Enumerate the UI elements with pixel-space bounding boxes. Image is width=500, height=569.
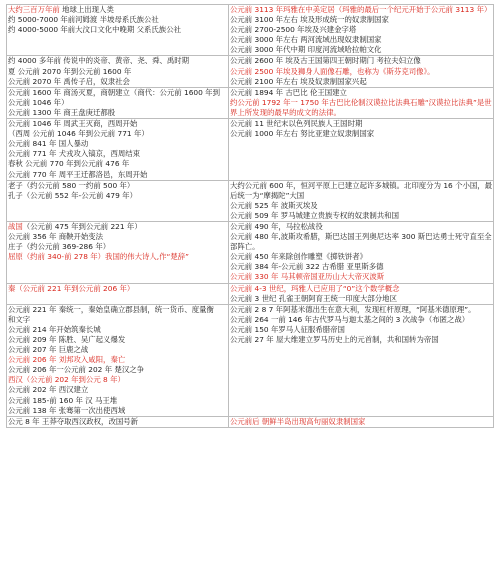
body-text: 公元前 2700-2500 年埃及兴建金字塔 [230,25,357,35]
body-text: 公元 8 年 王莽夺取西汉政权，改国号新 [8,416,139,426]
body-text: 约 4000-5000 年前大汶口文化中晚期 父系氏族公社 [8,25,181,35]
body-text: 公元前 1300 年 商王盘庚迁都殷 [8,107,116,117]
body-text: 公元前 480 年,波斯攻希腊，斯巴达国王列奥尼达率 300 斯巴达勇士死守直至全 [230,232,492,242]
text-line [229,262,493,272]
body-text: 公元前 207 年 巨鹿之战 [8,345,89,355]
body-text: 公元前 214 年开始筑秦长城 [8,324,101,334]
highlighted-text: 屈原（约前 340-前 278 年）我国的伟大诗人,作“楚辞” [8,252,189,262]
text-line [7,119,228,129]
world-history-cell [229,5,494,56]
body-text: 公元前 771 年 犬戎攻入镐京，西周结束 [8,149,141,159]
text-line [229,5,493,15]
text-line [7,129,228,139]
body-text: （公元前 475 年到公元前 221 年） [22,221,142,231]
body-text: 春秋 公元前 770 年到公元前 476 年 [8,159,130,169]
world-history-cell [229,119,494,181]
body-text: 公元前 209 年 陈胜、吴广起义爆发 [8,335,126,344]
highlighted-text: 公元前 3113 年玛雅在中美定居（玛雅的最后一个纪元开始于公元前 3113 年） [230,5,492,14]
chronology-table [6,4,494,428]
text-line [7,67,228,77]
text-line [7,242,228,252]
world-history-cell [229,283,494,304]
text-line [7,232,228,242]
table-row [7,87,494,118]
text-line [229,108,493,118]
highlighted-text: 界上所发现的最早的成文的法律。 [230,107,341,117]
body-text: 约 5000-7000 年前河姆渡 半坡母系氏族公社 [8,15,159,25]
highlighted-text: 公元前 330 年 马其顿帝国亚历山大大帝灭波斯 [230,272,385,282]
text-line [229,129,493,139]
body-text: 部阵亡。 [230,242,260,252]
body-text: 庄子（约公元前 369-286 年） [8,242,111,252]
text-line [7,375,228,385]
text-line [229,15,493,25]
body-text: 公元前 2070 年 禹传子启，奴隶社会 [8,76,130,86]
text-line [7,5,228,15]
body-text: 公元前 770 年 周平王迁都洛邑，东周开始 [8,169,148,179]
text-line [7,406,228,416]
body-text: 后统一为“摩揭陀”大国 [230,190,305,200]
table-row [7,221,494,283]
body-text: 公元前 1046 年） [8,97,69,107]
highlighted-text: 西汉（公元前 202 年到公元 8 年） [8,375,125,385]
text-line [7,417,228,427]
body-text: 地球上出现人类 [59,5,114,14]
body-text: 公元前 150 年罗马人征服希腊帝国 [230,324,345,334]
body-text: 公元前 3100 年左右 埃及形成统一的奴隶制国家 [230,15,389,25]
china-history-cell [7,416,229,427]
chronology-table-body [7,5,494,428]
highlighted-text: 公元前 4-3 世纪，玛雅人已应用了“0”这个数学概念 [230,283,400,293]
body-text: 公元前 185-前 160 年 汉 马王堆 [8,395,118,405]
world-history-cell [229,416,494,427]
china-history-cell [7,56,229,87]
text-line [229,294,493,304]
body-text: 公元前 264 一前 146 年古代罗马与迦太基之间的 3 次战争（布匿之战） [230,314,470,324]
china-history-cell [7,304,229,416]
china-history-cell [7,87,229,118]
body-text: 公元前 27 年 屋大维建立罗马历史上的元首制，共和国转为帝国 [230,335,439,344]
text-line [229,181,493,191]
table-row [7,304,494,416]
document-page [6,4,494,428]
text-line [7,181,228,191]
highlighted-text: 战国 [8,221,23,231]
body-text: 公元前 525 年 波斯灭埃及 [230,200,318,210]
body-text: 公元前 138 年 张骞第一次出使西域 [8,405,126,415]
highlighted-text: 约公元前 1792 年一 1750 年古巴比伦制汉谟拉比法典石雕“汉谟拉比法典”是世 [230,97,492,107]
text-line [7,284,228,294]
text-line [7,191,228,201]
body-text: 公元前 1600 年 商汤灭夏，商朝建立（商代：公元前 1600 年到 [8,87,220,97]
text-line [229,77,493,87]
china-history-cell [7,283,229,304]
text-line [7,149,228,159]
table-row [7,119,494,181]
body-text: 老子（约公元前 580 一约前 500 年） [8,180,135,190]
highlighted-text: 秦（公元前 221 年到公元前 206 年） [8,283,135,293]
text-line [7,139,228,149]
world-history-cell [229,56,494,87]
text-line [7,396,228,406]
text-line [7,222,228,232]
text-line [229,35,493,45]
text-line [229,119,493,129]
text-line [229,417,493,427]
text-line [7,385,228,395]
text-line [229,335,493,345]
text-line [7,335,228,345]
body-text: 公元前 841 年 国人暴动 [8,139,89,149]
china-history-cell [7,119,229,181]
text-line [7,325,228,335]
text-line [229,232,493,242]
text-line [7,108,228,118]
text-line [7,15,228,25]
text-line [7,365,228,375]
text-line [7,98,228,108]
text-line [229,252,493,262]
text-line [229,242,493,252]
highlighted-text: 公元前后 朝鲜半岛出现高句丽奴隶制国家 [230,416,366,426]
body-text: 公元前 206 年一公元前 202 年 楚汉之争 [8,365,145,375]
world-history-cell [229,304,494,416]
body-text: 公元前 3 世纪 孔雀王朝阿育王统一印度大部分地区 [230,293,397,303]
text-line [229,201,493,211]
body-text: 公元前 1894 年 古巴比 伦王国建立 [230,87,347,97]
body-text: 公元前 2100 年左右 埃及奴隶制国家兴起 [230,76,367,86]
text-line [7,170,228,180]
text-line [229,211,493,221]
text-line [229,325,493,335]
text-line [229,88,493,98]
text-line [229,272,493,282]
body-text: 公元前 356 年 商鞅开始变法 [8,232,104,242]
text-line [7,159,228,169]
table-row [7,5,494,56]
body-text: 约 4000 多年前 传说中的炎帝、黄帝、尧、舜、禹时期 [8,56,190,66]
text-line [7,315,228,325]
text-line [7,25,228,35]
body-text: 公元前 450 年来除创作雕塑《掷铁饼者》 [230,252,368,262]
text-line [7,56,228,66]
body-text: 公元前 221 年 秦统一，秦始皇确立郡县制，统一货币、度量衡 [8,304,214,314]
text-line [7,305,228,315]
text-line [229,222,493,232]
text-line [229,305,493,315]
text-line [229,315,493,325]
text-line [229,191,493,201]
text-line [7,252,228,262]
table-row [7,416,494,427]
text-line [7,345,228,355]
china-history-cell [7,5,229,56]
world-history-cell [229,87,494,118]
table-row [7,56,494,87]
body-text: 公元前 2600 年 埃及古王国第四王朝时期门 考拉夫妇立像 [230,56,421,66]
body-text: 公元前 202 年 西汉建立 [8,385,89,395]
body-text: 孔子（公元前 552 年-公元前 479 年） [8,190,137,200]
body-text: 公元前 2 8 7 年阿基米德出生在意大利，发现杠杆原理，“阿基米德原理”。 [230,304,476,314]
body-text: 和文字 [8,314,31,324]
body-text: 公元前 509 年 罗马城建立贵族专权的奴隶制共和国 [230,210,399,220]
table-row [7,283,494,304]
body-text: 公元前 1000 年左右 努比亚建立奴隶制国家 [230,129,375,139]
table-row [7,180,494,221]
text-line [229,284,493,294]
text-line [7,355,228,365]
body-text: （西周 公元前 1046 年到公元前 771 年） [8,129,149,139]
text-line [229,56,493,66]
text-line [229,98,493,108]
highlighted-text: 公元前 2500 年埃及狮身人面像石雕，也称为《斯芬克司像》。 [230,66,435,76]
text-line [7,88,228,98]
highlighted-text: 大约三百万年前 [8,5,60,14]
body-text: 公元前 1046 年 周武王灭商，西周开始 [8,119,138,129]
body-text: 公元前 11 世纪末以色列民族人王国时期 [230,119,363,129]
body-text: 公元前 3000 年左右 两河流域出现奴隶制国家 [230,35,382,45]
text-line [229,67,493,77]
text-line [229,45,493,55]
china-history-cell [7,180,229,221]
body-text: 公元前 490 年，马拉松战役 [230,221,323,231]
body-text: 夏 公元前 2070 年到公元前 1600 年 [8,66,132,76]
text-line [7,77,228,87]
body-text: 大约公元前 600 年，恒河平原上已建立起许多城镇。北印度分为 16 个小国，最 [230,180,493,190]
china-history-cell [7,221,229,283]
highlighted-text: 公元前 206 年 刘邦攻入咸阳，秦亡 [8,355,126,365]
body-text: 公元前 384 年-公元前 322 古希腊 亚里斯多德 [230,262,384,272]
text-line [229,25,493,35]
world-history-cell [229,180,494,221]
body-text: 公元前 3000 年代中期 印度河流域哈拉帕文化 [230,45,382,55]
world-history-cell [229,221,494,283]
